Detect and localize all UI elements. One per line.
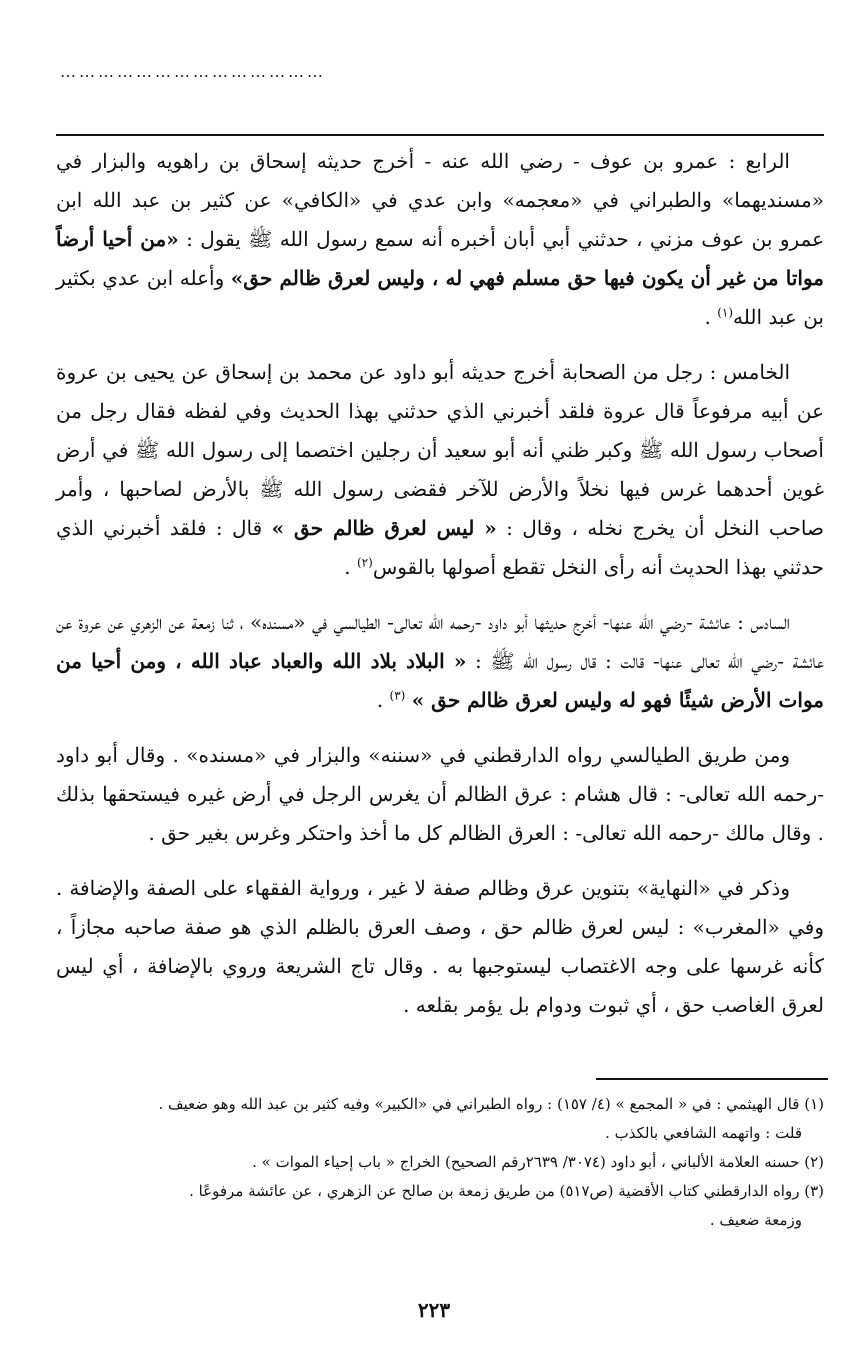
paragraph-fourth — [56, 142, 824, 337]
paragraph-text: قال : فلقد أخبرني الذي حدثني بهذا الحديث أنه رأى النخل تقطع أصولها بالقوس — [56, 516, 824, 579]
header-rule — [56, 134, 824, 136]
footnote-2: (٢) حسنه العلامة الألباني ، أبو داود (٣٠٧٤/ ٢٦٣٩رقم الصحيح) الخراج « باب إحياء الموات » . — [252, 1153, 824, 1171]
paragraph-text: الرابع : عمرو بن عوف - رضي الله عنه - أخرج حديثه إسحاق بن راهويه والبزار في «مسنديهما» والطبراني في «معجمه» وابن عدي في «الكافي» عن كثير بن عبد الله ابن عمرو بن عوف مزني ، حدثني أبي أبان أخبره أنه سمع رسول الله ﷺ يقول : — [56, 149, 825, 251]
footnote-3-note: وزمعة ضعيف . — [709, 1211, 802, 1229]
paragraph-end: . — [376, 688, 390, 712]
footnote-1-note: قلت : واتهمه الشافعي بالكذب . — [605, 1124, 802, 1142]
footnote-ref-3: (٣) — [389, 688, 406, 703]
paragraph-tayalisi: ومن طريق الطيالسي رواه الدارقطني في «سننه» والبزار في «مسنده» . وقال أبو داود -رحمه الله تعالى- : قال هشام : عرق الظالم أن يغرس الرجل في أرض غيره فيستحقها بذلك . وقال مالك -رحمه الله تعالى- : العرق الظالم كل ما أخذ واحتكر وغرس بغير حق . — [56, 743, 824, 845]
footnote-3: (٣) رواه الدارقطني كتاب الأقضية (ص٥١٧) من طريق زمعة بن صالح عن الزهري ، عن عائشة مرفوعًا . — [189, 1182, 824, 1200]
paragraph-text: الخامس : رجل من الصحابة أخرج حديثه أبو داود عن محمد بن إسحاق عن يحيى بن عروة عن أبيه مرفوعاً قال عروة فلقد أخبرني الذي حدثني بهذا الحديث وفي لفظه فقال رجل من أصحاب رسول الله ﷺ وكبر ظني أنه أبو سعيد أن رجلين اختصما إلى رسول الله ﷺ في أرض غوين أحدهما غرس فيها نخلاً والأرض للآخر فقضى رسول الله ﷺ بالأرض لصاحبها ، وأمر صاحب النخل أن يخرج نخله ، وقال : — [56, 360, 825, 540]
main-text — [56, 142, 824, 1025]
paragraph-end: . — [344, 555, 357, 579]
paragraph-sixth — [56, 603, 824, 720]
footnote-rule — [596, 1078, 828, 1080]
paragraph-nihaya: وذكر في «النهاية» بتنوين عرق وظالم صفة لا غير ، ورواية الفقهاء على الصفة والإضافة . وفي «المغرب» : ليس لعرق ظالم حق ، وصف العرق بالظلم الذي هو صفة صاحبه مجازاً ، كأنه غرسها على وجه الاغتصاب ليستوجبها به . وقال تاج الشريعة وروي بالإضافة ، أي ليس لعرق الغاصب حق ، أي ثبوت ودوام بل يؤمر بقلعه . — [56, 876, 824, 1017]
paragraph-end: . — [704, 305, 718, 329]
footnotes — [56, 1090, 824, 1235]
hadith-quote: «من أحيا أرضاً مواتا من غير أن يكون فيها حق مسلم فهي له ، وليس لعرق ظالم حق» — [56, 227, 825, 290]
hadith-quote: « ليس لعرق ظالم حق » — [271, 516, 497, 540]
footnote-1: (١) قال الهيثمي : في « المجمع » (٤/ ١٥٧) : رواه الطبراني في «الكبير» وفيه كثير بن عبد الله وهو ضعيف . — [158, 1095, 824, 1113]
page-number: ٢٢٣ — [417, 1298, 451, 1322]
header-dots: …………………………………… — [60, 62, 326, 81]
paragraph-text: السادس : عائشة -رضي الله عنها- أخرج حديثها أبو داود -رحمه الله تعالى- الطيالسي في «مسنده» ، ثنا زمعة عن الزهري عن عروة عن عائشة -رضي الله تعالى عنها- قالت : قال رسول الله ﷺ : — [56, 610, 824, 673]
hadith-quote: « البلاد بلاد الله والعباد عباد الله ، ومن أحيا من موات الأرض شيئًا فهو له وليس لعرق ظالم حق » — [56, 649, 824, 712]
paragraph-text: وأعله ابن عدي بكثير بن عبد الله — [56, 266, 824, 329]
footnote-ref-1: (١) — [717, 305, 734, 320]
paragraph-fifth — [56, 353, 824, 587]
footnote-ref-2: (٢) — [356, 555, 373, 570]
